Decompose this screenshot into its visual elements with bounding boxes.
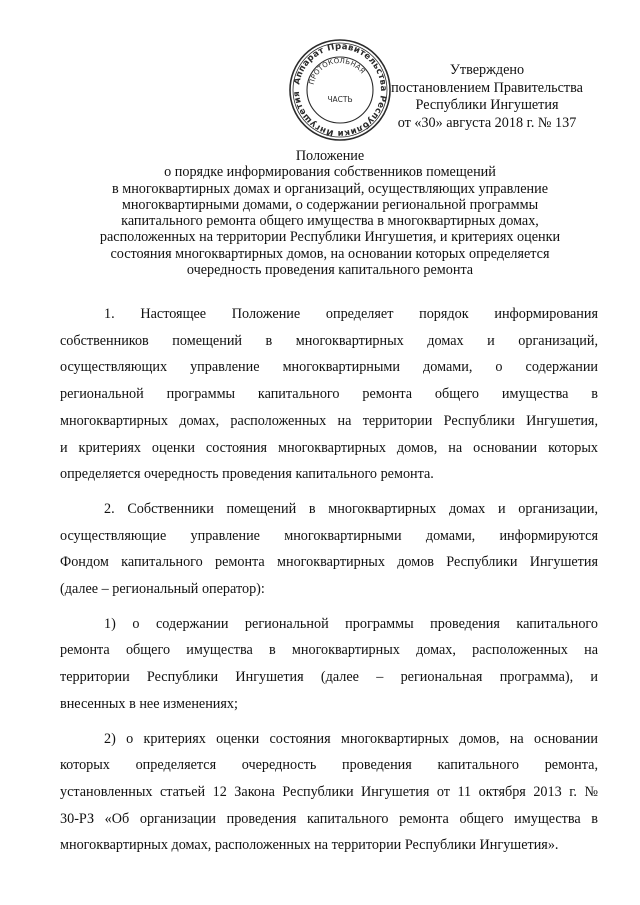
svg-text:Аппарат Правительства Республи: Аппарат Правительства Республики Ингушетия [291, 41, 389, 139]
paragraph-3 [60, 611, 598, 718]
text-line: и критериях оценки состояния многоквартирных домов, на основании которых [60, 439, 598, 456]
title-heading: Положение [295, 148, 365, 164]
text-line: Фондом капитального ремонта многоквартирных домов Республики Ингушетия [60, 554, 598, 571]
text-line: 2) о критериях оценки состояния многоквартирных домов, на основании [104, 730, 598, 747]
text-line: территории Республики Ингушетия (далее – региональная программа), и [60, 669, 598, 686]
paragraph-4 [60, 726, 598, 860]
text-line: установленных статьей 12 Закона Республики Ингушетия от 11 октября 2013 г. № [60, 783, 598, 800]
approval-line: постановлением Правительства [391, 79, 583, 96]
document-body [60, 301, 598, 859]
text-line: 1. Настоящее Положение определяет порядок информирования [104, 306, 598, 322]
approval-line: Утверждено [449, 62, 525, 78]
text-line: которых определяется очередность проведения капитального ремонта, [60, 757, 598, 774]
svg-text:ЧАСТЬ: ЧАСТЬ [327, 95, 353, 104]
title-line: в многоквартирных домах и организаций, осуществляющих управление [111, 180, 549, 197]
text-line: региональной программы капитального ремонта общего имущества в [60, 386, 598, 403]
approval-line: Республики Ингушетия [415, 97, 559, 113]
document-title [60, 148, 600, 278]
text-line: 1) о содержании региональной программы проведения капитального [104, 615, 598, 632]
text-line: (далее – региональный оператор): [60, 581, 265, 598]
svg-text:ПРОТОКОЛЬНАЯ: ПРОТОКОЛЬНАЯ [307, 56, 367, 86]
text-line: внесенных в нее изменениях; [60, 695, 238, 712]
text-line: осуществляющие управление многоквартирными домами, информируются [60, 527, 598, 544]
text-line: ремонта общего имущества в многоквартирных домах, расположенных на [60, 642, 598, 659]
title-line: о порядке информирования собственников помещений [164, 164, 496, 181]
title-line: очередность проведения капитального ремонта [186, 262, 474, 279]
text-line: определяется очередность проведения капитального ремонта. [60, 466, 434, 483]
approval-block [376, 62, 598, 132]
text-line: 2. Собственники помещений в многоквартирных домах и организации, [104, 500, 598, 517]
paragraph-2 [60, 496, 598, 603]
text-line: многоквартирных домах, расположенных на территории Республики Ингушетия». [60, 837, 559, 854]
approval-date-number: от «30» августа 2018 г. № 137 [397, 114, 577, 131]
paragraph-1 [60, 301, 598, 488]
title-line: капитального ремонта общего имущества в многоквартирных домах, [121, 213, 539, 230]
title-line: состояния многоквартирных домов, на основании которых определяется [110, 245, 550, 262]
text-line: 30-РЗ «Об организации проведения капитального ремонта общего имущества в [60, 810, 598, 827]
title-line: расположенных на территории Республики Ингушетия, и критериях оценки [99, 229, 561, 246]
title-line: многоквартирными домами, о содержании региональной программы [121, 196, 539, 213]
text-line: собственников помещений в многоквартирных домах и организаций, [60, 332, 598, 349]
text-line: осуществляющих управление многоквартирными домами, о содержании [60, 359, 598, 376]
text-line: многоквартирных домах, расположенных на территории Республики Ингушетия, [60, 412, 598, 429]
